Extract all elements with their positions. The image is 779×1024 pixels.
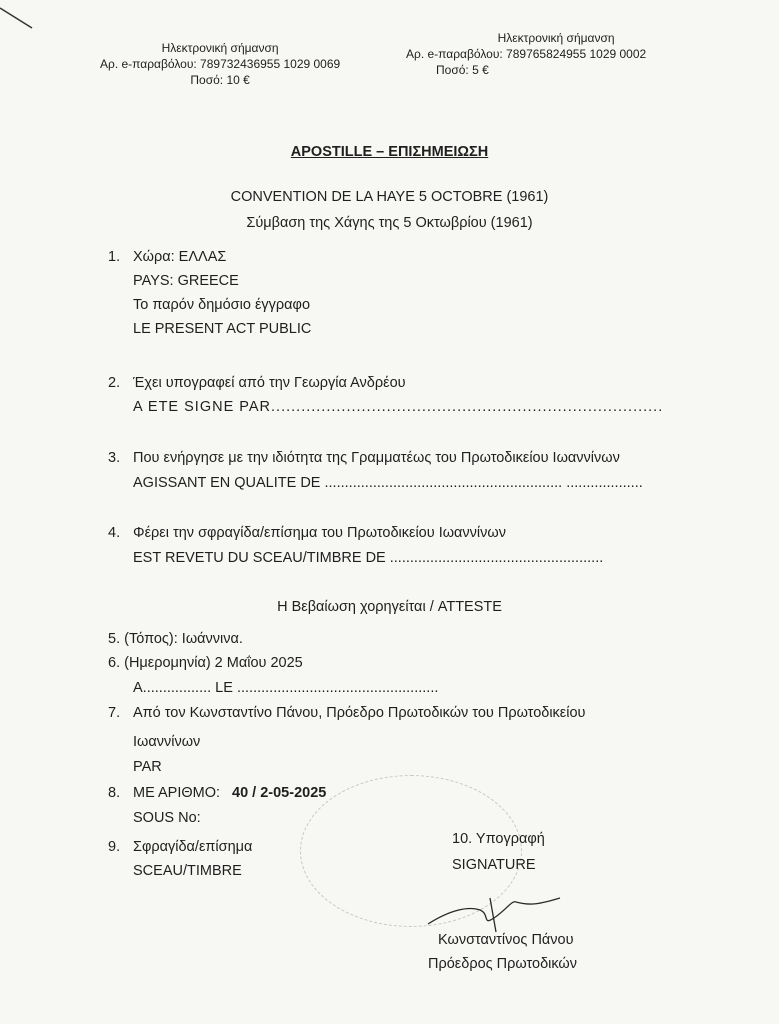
item-7-by-gr-cont: Ιωαννίνων: [133, 734, 201, 750]
item-1-public-doc-gr: Το παρόν δημόσιο έγγραφο: [133, 297, 311, 313]
item-7-number: 7.: [108, 705, 121, 721]
item-7-par: PAR: [133, 759, 162, 775]
item-1-country-fr: PAYS: GREECE: [133, 273, 239, 289]
convention-gr: Σύμβαση της Χάγης της 5 Οκτωβρίου (1961): [246, 215, 533, 231]
item-2-signed-by-gr: Έχει υπογραφεί από την Γεωργία Ανδρέου: [133, 375, 406, 391]
item-6-a-le: A................. LE ..................................................: [133, 680, 439, 696]
e-stamp-left-code: Αρ. e-παραβόλου: 789732436955 1029 0069: [100, 57, 341, 71]
attest-heading: Η Βεβαίωση χορηγείται / ATTESTE: [277, 599, 502, 615]
item-8-number: 8.: [108, 785, 121, 801]
item-8-number-value: 40 / 2-05-2025: [232, 785, 327, 801]
e-stamp-right: [406, 30, 646, 78]
document-title: [0, 143, 779, 161]
item-10-signature-gr: 10. Υπογραφή: [452, 831, 545, 847]
convention-fr: CONVENTION DE LA HAYE 5 OCTOBRE (1961): [230, 189, 549, 205]
item-4-number: 4.: [108, 525, 121, 541]
item-4-seal-gr: Φέρει την σφραγίδα/επίσημα του Πρωτοδικείου Ιωαννίνων: [133, 525, 506, 541]
corner-mark: [0, 0, 60, 40]
item-3-number: 3.: [108, 450, 121, 466]
item-9-number: 9.: [108, 839, 121, 855]
item-8-number-label: ΜΕ ΑΡΙΘΜΟ:: [133, 785, 221, 801]
item-9-seal-fr: SCEAU/TIMBRE: [133, 863, 242, 879]
item-6-date: 6. (Ημερομηνία) 2 Μαΐου 2025: [108, 655, 303, 671]
e-stamp-left-label: Ηλεκτρονική σήμανση: [161, 41, 279, 55]
e-stamp-right-amount: Ποσό: 5 €: [436, 63, 489, 77]
item-10-signature-fr: SIGNATURE: [452, 857, 536, 873]
signer-name: Κωνσταντίνος Πάνου: [438, 932, 574, 948]
item-3-capacity-fr: AGISSANT EN QUALITE DE ........................................................... ...................: [133, 475, 643, 491]
e-stamp-left: [100, 40, 340, 88]
item-1-number: 1.: [108, 249, 121, 265]
e-stamp-left-amount: Ποσό: 10 €: [190, 73, 250, 87]
signer-role: Πρόεδρος Πρωτοδικών: [428, 956, 578, 972]
document-title-text: APOSTILLE – ΕΠΙΣΗΜΕΙΩΣΗ: [290, 144, 489, 160]
item-9-seal-gr: Σφραγίδα/επίσημα: [133, 839, 253, 855]
item-5-place: 5. (Τόπος): Ιωάννινα.: [108, 631, 243, 647]
item-2-number: 2.: [108, 375, 121, 391]
item-7-by-gr: Από τον Κωνσταντίνο Πάνου, Πρόεδρο Πρωτοδικών του Πρωτοδικείου: [133, 705, 586, 721]
item-1-country-gr: Χώρα: ΕΛΛΑΣ: [133, 249, 227, 265]
item-4-seal-fr: EST REVETU DU SCEAU/TIMBRE DE .....................................................: [133, 550, 604, 566]
e-stamp-right-code: Αρ. e-παραβόλου: 789765824955 1029 0002: [406, 47, 647, 61]
e-stamp-right-label: Ηλεκτρονική σήμανση: [497, 31, 615, 45]
item-8-sous-no: SOUS No:: [133, 810, 201, 826]
item-2-signed-by-fr: A ETE SIGNE PAR..............................................................................: [133, 399, 664, 415]
item-3-capacity-gr: Που ενήργησε με την ιδιότητα της Γραμματέως του Πρωτοδικείου Ιωαννίνων: [133, 450, 620, 466]
item-1-public-doc-fr: LE PRESENT ACT PUBLIC: [133, 321, 312, 337]
